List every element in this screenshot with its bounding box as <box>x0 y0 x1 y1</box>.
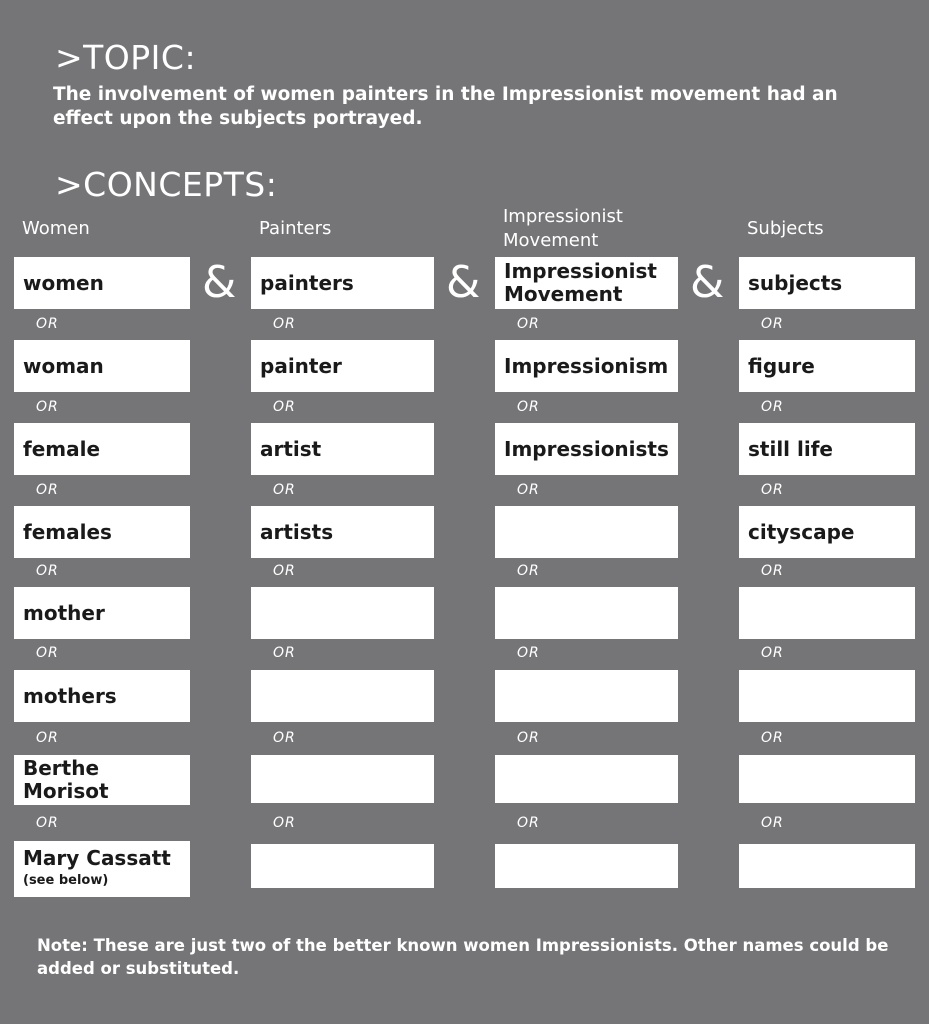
term-box[interactable] <box>251 340 434 392</box>
term-text: female <box>23 436 101 461</box>
or-label: OR <box>517 563 540 579</box>
term-box[interactable] <box>251 755 434 803</box>
term-box[interactable] <box>14 587 190 639</box>
term-box[interactable] <box>739 506 915 558</box>
term-box[interactable] <box>14 257 190 309</box>
or-label: OR <box>273 730 296 746</box>
or-label: OR <box>273 815 296 831</box>
term-box[interactable] <box>251 587 434 639</box>
term-text: mothers <box>23 683 117 708</box>
term-box[interactable] <box>739 587 915 639</box>
term-box[interactable] <box>251 844 434 888</box>
or-label: OR <box>517 645 540 661</box>
term-text: cityscape <box>748 519 855 544</box>
term-text: still life <box>748 436 833 461</box>
term-box[interactable] <box>495 423 678 475</box>
term-box[interactable] <box>251 506 434 558</box>
term-text: Berthe Morisot <box>23 756 109 803</box>
or-label: OR <box>36 316 59 332</box>
term-box[interactable] <box>739 755 915 803</box>
term-box[interactable] <box>495 257 678 309</box>
term-note: (see below) <box>23 873 109 888</box>
term-box[interactable] <box>14 841 190 897</box>
or-label: OR <box>761 563 784 579</box>
term-box[interactable] <box>251 257 434 309</box>
term-box[interactable] <box>495 755 678 803</box>
or-label: OR <box>273 563 296 579</box>
or-label: OR <box>761 815 784 831</box>
column-header-2: Painters <box>259 218 332 239</box>
or-label: OR <box>761 399 784 415</box>
term-text: women <box>23 270 104 295</box>
term-box[interactable] <box>739 844 915 888</box>
or-label: OR <box>517 482 540 498</box>
term-box[interactable] <box>14 423 190 475</box>
term-text: artist <box>260 436 322 461</box>
or-label: OR <box>761 730 784 746</box>
or-label: OR <box>517 815 540 831</box>
or-label: OR <box>36 815 59 831</box>
term-text: Impressionist Movement <box>504 259 657 306</box>
term-text: artists <box>260 519 334 544</box>
term-box[interactable] <box>739 670 915 722</box>
term-box[interactable] <box>739 257 915 309</box>
term-text: woman <box>23 353 104 378</box>
or-label: OR <box>36 399 59 415</box>
term-text: figure <box>748 353 815 378</box>
or-label: OR <box>36 730 59 746</box>
term-text: painter <box>260 353 342 378</box>
or-label: OR <box>36 482 59 498</box>
term-text: mother <box>23 600 105 625</box>
or-label: OR <box>36 645 59 661</box>
column-header-3: Impressionist Movement <box>503 206 623 251</box>
note-text: Note: These are just two of the better known women Impressionists. Other names could be added or substituted. <box>37 936 889 978</box>
term-box[interactable] <box>495 587 678 639</box>
term-box[interactable] <box>251 423 434 475</box>
term-text: subjects <box>748 270 843 295</box>
or-label: OR <box>517 399 540 415</box>
term-box[interactable] <box>14 340 190 392</box>
term-box[interactable] <box>14 670 190 722</box>
or-label: OR <box>36 563 59 579</box>
or-label: OR <box>273 482 296 498</box>
topic-text: The involvement of women painters in the Impressionist movement had an effect upon the subjects portrayed. <box>53 84 838 129</box>
column-header-4: Subjects <box>747 218 824 239</box>
term-box[interactable] <box>14 506 190 558</box>
column-header-1: Women <box>22 218 90 239</box>
term-text: females <box>23 519 112 544</box>
and-symbol: & <box>446 257 481 308</box>
term-text: Impressionism <box>504 353 669 378</box>
term-box[interactable] <box>251 670 434 722</box>
term-text: painters <box>260 270 354 295</box>
or-label: OR <box>273 316 296 332</box>
term-box[interactable] <box>14 755 190 805</box>
concepts-heading: >CONCEPTS: <box>55 165 278 204</box>
topic-heading: >TOPIC: <box>55 38 197 77</box>
term-box[interactable] <box>495 340 678 392</box>
term-box[interactable] <box>495 506 678 558</box>
and-symbol: & <box>690 257 725 308</box>
or-label: OR <box>517 730 540 746</box>
or-label: OR <box>273 645 296 661</box>
term-text: Impressionists <box>504 436 669 461</box>
term-text: Mary Cassatt <box>23 846 171 870</box>
term-box[interactable] <box>495 844 678 888</box>
or-label: OR <box>761 316 784 332</box>
or-label: OR <box>273 399 296 415</box>
term-box[interactable] <box>495 670 678 722</box>
or-label: OR <box>517 316 540 332</box>
term-box[interactable] <box>739 340 915 392</box>
or-label: OR <box>761 482 784 498</box>
term-box[interactable] <box>739 423 915 475</box>
or-label: OR <box>761 645 784 661</box>
and-symbol: & <box>202 257 237 308</box>
